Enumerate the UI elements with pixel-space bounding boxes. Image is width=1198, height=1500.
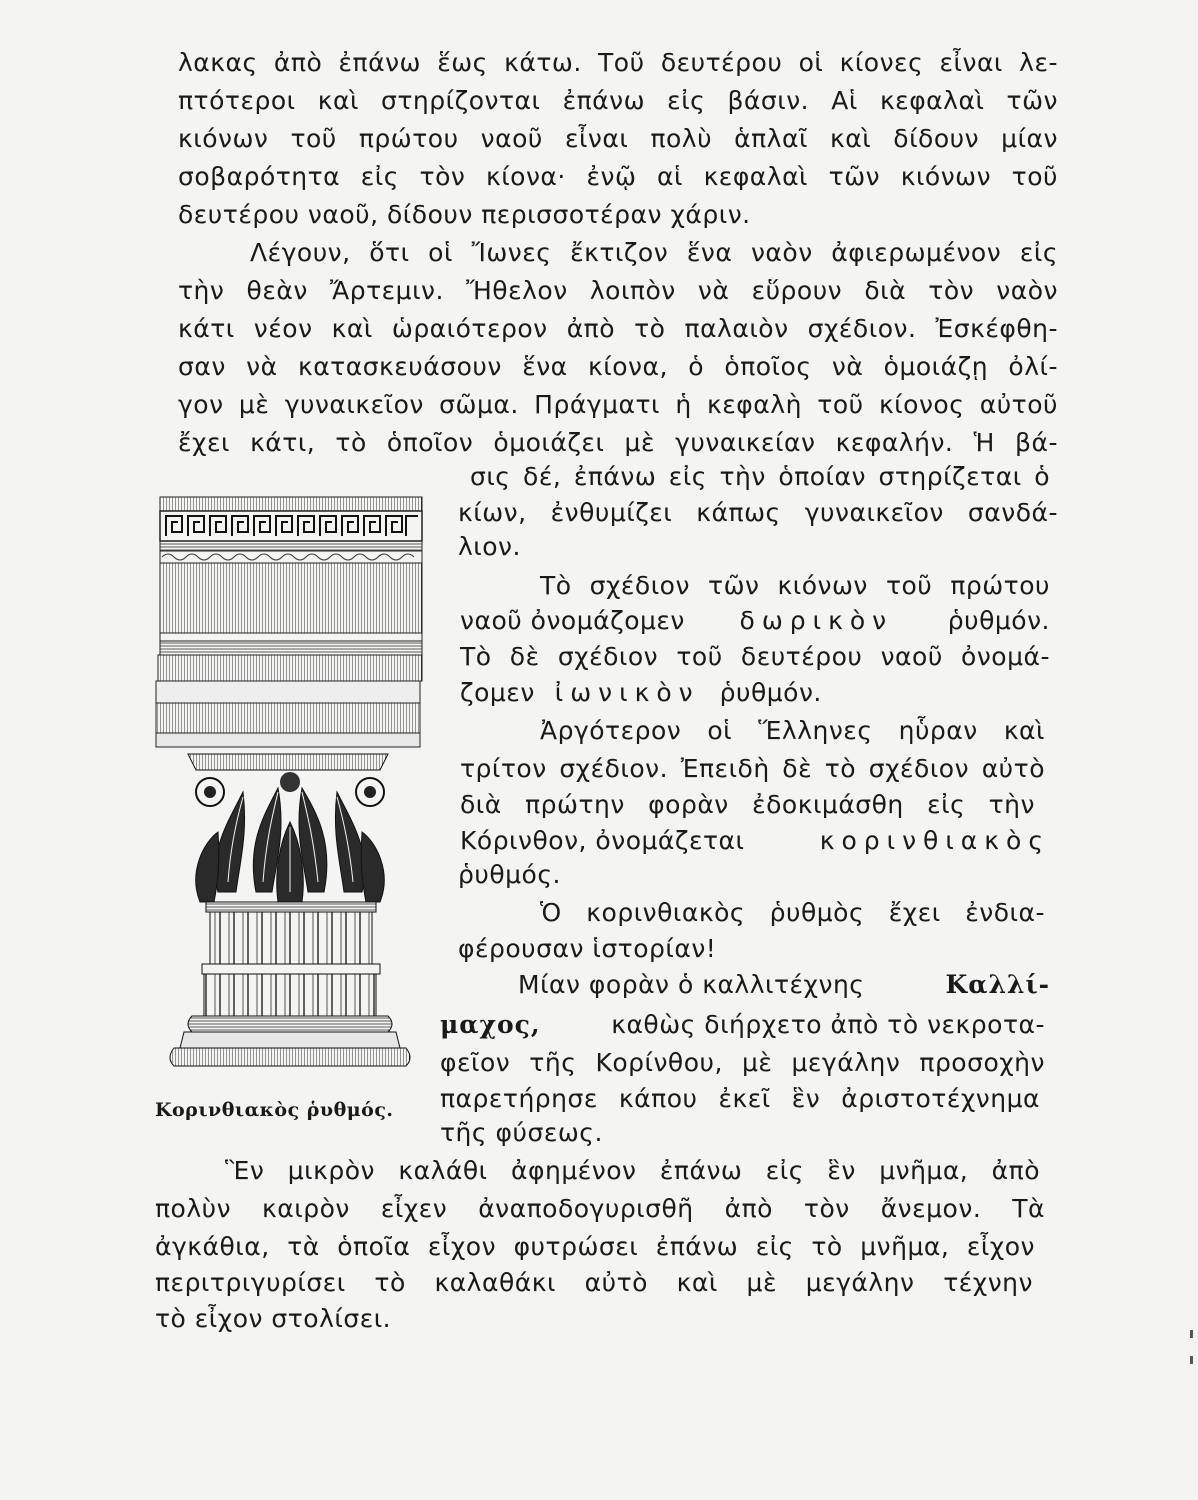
text-line: ἀγκάθια, τὰ ὁποῖα εἶχον φυτρώσει ἐπάνω εἰς τὸ μνῆμα, εἶχον xyxy=(155,1232,1035,1261)
text-line: φεῖον τῆς Κορίνθου, μὲ μεγάλην προσοχὴν xyxy=(440,1048,1045,1077)
text-line xyxy=(460,822,1050,860)
text-fragment: ζομεν xyxy=(460,678,535,707)
text-line: τὴν θεὰν Ἄρτεμιν. Ἤθελον λοιπὸν νὰ εὕρουν διὰ τὸν ναὸν xyxy=(178,276,1058,305)
text-line: κίων, ἐνθυμίζει κάπως γυναικεῖον σανδά- xyxy=(458,498,1058,527)
text-line: κιόνων τοῦ πρώτου ναοῦ εἶναι πολὺ ἁπλαῖ καὶ δίδουν μίαν xyxy=(178,124,1058,153)
text-line: πτότεροι καὶ στηρίζονται ἐπάνω εἰς βάσιν. Αἱ κεφαλαὶ τῶν xyxy=(178,86,1058,115)
text-line: ἔχει κάτι, τὸ ὁποῖον ὁμοιάζει μὲ γυναικείαν κεφαλήν. Ἡ βά- xyxy=(178,428,1058,457)
text-line: διὰ πρώτην φορὰν ἐδοκιμάσθη εἰς τὴν xyxy=(460,790,1035,819)
text-line: περιτριγυρίσει τὸ καλαθάκι αὐτὸ καὶ μὲ μεγάλην τέχνην xyxy=(155,1268,1033,1297)
text-line: Λέγουν, ὅτι οἱ Ἴωνες ἔκτιζον ἕνα ναὸν ἀφιερωμένον εἰς xyxy=(250,238,1058,267)
text-line: δευτέρου ναοῦ, δίδουν περισσοτέραν χάριν. xyxy=(178,200,751,229)
term-ionic: ἰωνικὸν xyxy=(554,678,700,707)
term-doric: δωρικὸν xyxy=(739,606,894,635)
text-line: σοβαρότητα εἰς τὸν κίονα· ἐνῷ αἱ κεφαλαὶ τῶν κιόνων τοῦ xyxy=(178,162,1058,191)
term-corinthian: κορινθιακὸς xyxy=(819,826,1050,855)
text-fragment: Κόρινθον, ὀνομάζεται xyxy=(460,826,745,855)
text-line: Τὸ δὲ σχέδιον τοῦ δευτέρου ναοῦ ὀνομά- xyxy=(460,642,1050,671)
corinthian-capital-illustration xyxy=(148,492,433,1077)
text-line: τὸ εἶχον στολίσει. xyxy=(155,1304,392,1333)
text-line: Ὁ κορινθιακὸς ῥυθμὸς ἔχει ἐνδια- xyxy=(540,898,1045,927)
text-line: σαν νὰ κατασκευάσουν ἕνα κίονα, ὁ ὁποῖος νὰ ὁμοιάζῃ ὀλί- xyxy=(178,352,1058,381)
text-line: παρετήρησε κάπου ἐκεῖ ἓν ἀριστοτέχνημα xyxy=(440,1084,1040,1113)
scan-edge-mark xyxy=(1190,1356,1193,1364)
text-fragment: καθὼς διήρχετο ἀπὸ τὸ νεκροτα- xyxy=(611,1010,1045,1039)
text-line: Τὸ σχέδιον τῶν κιόνων τοῦ πρώτου xyxy=(540,571,1050,600)
corinthian-column-figure xyxy=(148,492,433,1112)
text-line: τρίτον σχέδιον. Ἐπειδὴ δὲ τὸ σχέδιον αὐτὸ xyxy=(460,754,1045,783)
text-line: κάτι νέον καὶ ὡραιότερον ἀπὸ τὸ παλαιὸν σχέδιον. Ἐσκέφθη- xyxy=(178,314,1058,343)
text-line xyxy=(518,966,1050,1004)
figure-caption: Κορινθιακὸς ῥυθμός. xyxy=(155,1099,394,1121)
text-fragment: ναοῦ ὀνομάζομεν xyxy=(460,606,685,635)
text-line: Ἓν μικρὸν καλάθι ἀφημένον ἐπάνω εἰς ἓν μνῆμα, ἀπὸ xyxy=(225,1156,1040,1185)
text-line: φέρουσαν ἱστορίαν! xyxy=(458,934,717,963)
text-line: λακας ἀπὸ ἐπάνω ἕως κάτω. Τοῦ δευτέρου οἱ κίονες εἶναι λε- xyxy=(178,48,1058,77)
text-line xyxy=(460,674,822,712)
name-kallimachos-end: μαχος, xyxy=(440,1010,541,1039)
text-line: τῆς φύσεως. xyxy=(440,1118,603,1147)
text-line: λιον. xyxy=(458,532,521,561)
text-line: πολὺν καιρὸν εἶχεν ἀναποδογυρισθῆ ἀπὸ τὸν ἄνεμον. Τὰ xyxy=(155,1194,1045,1223)
scan-edge-mark xyxy=(1190,1330,1193,1338)
text-line xyxy=(460,602,1050,640)
name-kallimachos: Καλλί- xyxy=(945,970,1050,999)
text-fragment: ῥυθμόν. xyxy=(947,606,1050,635)
text-line xyxy=(440,1006,1045,1044)
text-line: Ἀργότερον οἱ Ἕλληνες ηὗραν καὶ xyxy=(540,716,1045,745)
text-line: σις δέ, ἐπάνω εἰς τὴν ὁποίαν στηρίζεται ὁ xyxy=(470,462,1050,491)
text-fragment: Μίαν φορὰν ὁ καλλιτέχνης xyxy=(518,970,865,999)
text-line: ῥυθμός. xyxy=(458,860,561,889)
text-line: γον μὲ γυναικεῖον σῶμα. Πράγματι ἡ κεφαλὴ τοῦ κίονος αὐτοῦ xyxy=(178,390,1058,419)
text-fragment: ῥυθμόν. xyxy=(719,678,822,707)
